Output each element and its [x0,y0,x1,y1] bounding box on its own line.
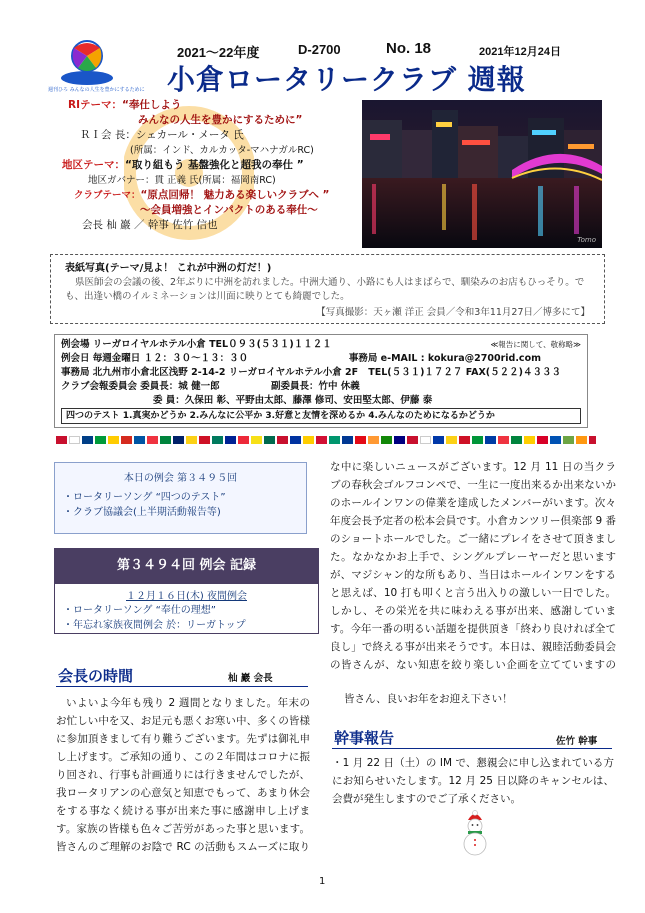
today-item-2: ・クラブ協議会(上半期活動報告等) [63,507,221,518]
cover-note-credit: 【写真撮影：天ヶ瀬 洋正 会員／令和3年11月27日／博多にて】 [316,307,590,318]
club-info-box [54,334,588,428]
four-way-test: 四つのテスト 1.真実かどうか 2.みんなに公平か 3.好意と友情を深めるか 4.みんなのためになるかどうか [61,408,581,424]
ri-theme-label: RIテーマ： [68,99,122,111]
cover-note-title: 表紙写真(テーマ/見よ！ これが中洲の灯だ！) [65,263,272,274]
district-theme-label: 地区テーマ： [62,159,125,171]
themes-block [60,98,380,233]
office-address: 事務局 北九州市小倉北区浅野 2-14-2 リーガロイヤルホテル小倉 2F [61,367,359,378]
ri-theme-2: みんなの人生を豊かにするために” [138,114,303,126]
record-heading: 第３４９４回 例会 記録 [54,548,319,584]
secretary-heading: 幹事報告 [334,729,395,747]
flag-divider [56,436,596,444]
venue-note: ≪報告に関して、敬称略≫ [490,340,581,349]
officers: 会長 杣 巖 ／ 幹事 佐竹 信也 [82,219,218,231]
office-tel: TEL(５３１)１７２７ FAX(５２２)４３３３ [368,367,561,378]
committee-chair: クラブ会報委員会 委員長：城 健一郎 [61,381,220,392]
club-theme-2: ～会員増強とインパクトのある奉仕～ [140,204,318,216]
district-theme: “取り組もう 基盤強化と超我の奉仕 ” [125,159,304,171]
cover-photo [362,100,602,248]
president-closing: 皆さん、良いお年をお迎え下さい！ [344,693,513,705]
ri-theme-1: “奉仕しよう [122,99,182,111]
issue-number: No. 18 [386,40,432,57]
committee-members: 委 員：久保田 彰、平野由太郎、藤澤 修司、安田堅太郎、伊藤 泰 [153,395,433,406]
night-city-photo-icon [362,100,602,248]
cover-note [50,254,605,324]
governor: 地区ガバナー：貫 正義 氏(所属：福岡南RC) [88,175,276,186]
district-number: D-2700 [298,42,341,57]
photo-watermark: Tomo [577,236,596,244]
today-item-1: ・ロータリーソング “四つのテスト” [63,492,226,503]
globe-hands-logo-icon [52,34,122,90]
snowman-icon [460,810,490,856]
president-body: いよいよ今年も残り 2 週間となりました。年末のお忙しい中を又、お足元も悪くお寒い中、多くの皆様に参加頂きまして有り難うございます。先ずは御礼申し上げます。ご承知の通り、この２年間はコロナに振り回され、行事も計画通りには行きませんでしたが、我ロータリアンの心意気と知恵でもって、あまり休会をする事なく続ける事が出来た事に感謝申し上げます。家族の皆様も色々ご苦労があった事と思います。皆さんのご理解のお陰で RC の活動もスムーズに取り [56,697,310,853]
fiscal-year: 2021～22年度 [177,45,260,60]
page-title: 小倉ロータリークラブ 週報 [167,63,526,96]
president-underline [56,686,308,687]
cover-note-body: 県医師会の会議の後、2年ぶりに中洲を訪れました。中洲大通り、小路にも人はまばらで、馴染みのお店もひっそり。でも、出逢い橋のイルミネーションは川面に映りとても綺麗でした。 [65,277,585,302]
page-number: 1 [319,876,326,887]
president-body-continued: な中に楽しいニュースがございます。12 月 11 日の当クラブの春秋会ゴルフコンペで、一生に一度出来るか出来ないかのホールインワンの偉業を達成したメンバーがいます。次々年度会長予定者の松本会員です。小倉カンツリー倶楽部 9 番のショートホールでした。ご一緒にプレイをさせて頂きました。なかなかお上手で、シングルプレーヤーだと思いますが、マジシャン的な所もあり、当日はホールインワンをすると思えば、10 打も叩くと言う出入りの激しい一日でした。しかし、その栄光を共に味わえる事が出来、感謝しています。今年一番の明るい話題を提供頂き「終わり良ければ全て良し」で終える事が出来そうです。本日は、親睦活動委員会の皆さんが、ない知恵を絞り楽しい企画を立てていますの [330,461,616,671]
secretary-underline [332,748,612,749]
president-author: 杣 巖 会長 [228,673,273,684]
rotary-logo [52,34,122,90]
ri-president: ＲＩ会 長：シェカール・メータ 氏 [80,129,244,141]
record-item-2: ・年忘れ家族夜間例会 於：リーガトップ [63,620,246,631]
meeting-time: 例会日 毎週金曜日 １２：３０～１３：３０ [61,353,249,364]
record-box [54,548,319,634]
email: 事務局 e-MAIL : kokura@2700rid.com [348,353,541,364]
today-heading: 本日の例会 第３４９５回 [123,473,238,484]
logo-caption: 週刊ひろ みんなの人生を豊かにするために [48,87,145,93]
venue: 例会場 リーガロイヤルホテル小倉 TEL０９３(５３１)１１２１ [61,339,332,350]
today-meeting-box [54,462,307,534]
president-heading: 会長の時間 [58,667,134,685]
record-item-1: ・ロータリーソング “奉仕の理想” [63,605,216,616]
secretary-body: ・1 月 22 日（土）の IM で、懇親会に申し込まれている方にお知らせいたします。12 月 25 日以降のキャンセルは、会費が発生しますのでご了承ください。 [332,757,614,805]
secretary-author: 佐竹 幹事 [556,736,598,747]
club-theme-1: “原点回帰！ 魅力ある楽しいクラブへ ” [140,189,330,201]
committee-vice: 副委員長：竹中 休義 [270,381,360,392]
record-date: １２月１６日(木) 夜間例会 [126,591,247,602]
ri-president-org: (所属：インド、カルカッタ-マハナガルRC) [130,145,314,156]
issue-date: 2021年12月24日 [479,46,561,58]
club-theme-label: クラブテーマ： [74,190,141,201]
